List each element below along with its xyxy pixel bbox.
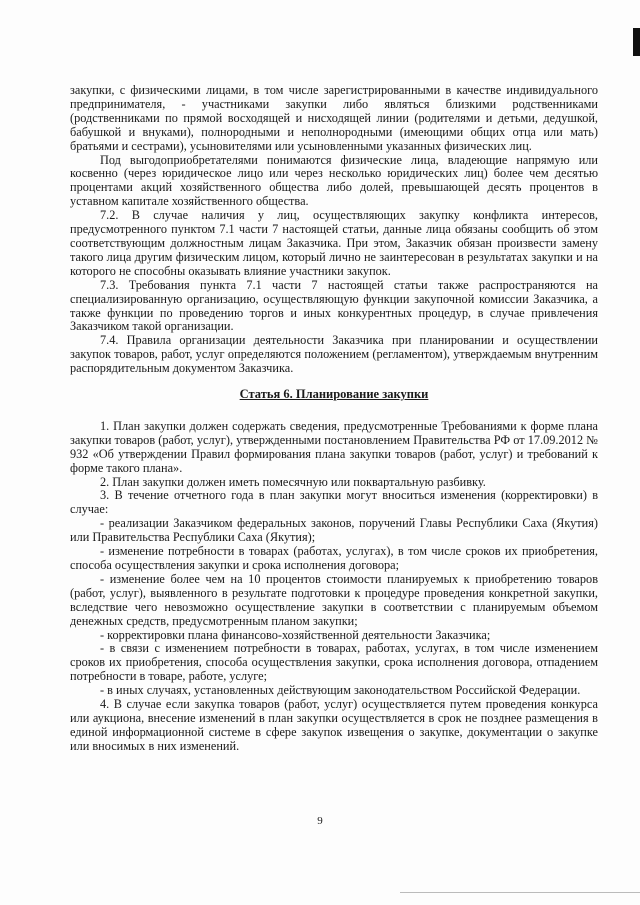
list-item: - изменение потребности в товарах (работах, услугах), в том числе сроков их приобретения, способа осуществления закупки и срока исполнения договора; [70, 544, 598, 572]
document-body [70, 84, 598, 754]
scan-bottom-line [400, 892, 640, 893]
paragraph: 7.3. Требования пункта 7.1 части 7 настоящей статьи также распространяются на специализированную организацию, осуществляющую функции закупочной комиссии Заказчика, а также функции по проведению торгов и иных конкурентных процедур, в случае привлечения Заказчиком такой организации. [70, 277, 598, 334]
paragraph: 4. В случае если закупка товаров (работ, услуг) осуществляется путем проведения конкурса или аукциона, внесение изменений в план закупки осуществляется в срок не позднее размещения в единой информационной системе в сфере закупок извещения о закупке, документации о закупке или вносимых в них изменений. [70, 697, 598, 753]
list-item: - изменение более чем на 10 процентов стоимости планируемых к приобретению товаров (работ, услуг), выявленного в результате подготовки к процедуре проведения конкретной закупки, вследствие чего невозможно осуществление закупки в соответствии с планируемым объемом денежных средств, предусмотренным планом закупки; [70, 571, 598, 628]
list-item: - в иных случаях, установленных действующим законодательством Российской Федерации. [100, 683, 581, 698]
paragraph: 7.4. Правила организации деятельности Заказчика при планировании и осуществлении закупок товаров, работ, услуг определяются положением (регламентом), утверждаемым внутренним распорядительным документом Заказчика. [70, 333, 598, 376]
scan-edge-mark [633, 28, 640, 56]
paragraph: 3. В течение отчетного года в план закупки могут вноситься изменения (корректировки) в случае: [70, 488, 598, 517]
page-number: 9 [317, 815, 323, 827]
list-item: - реализации Заказчиком федеральных законов, поручений Главы Республики Саха (Якутия) или Правительства Республики Саха (Якутия); [70, 516, 598, 545]
section-heading: Статья 6. Планирование закупки [239, 387, 429, 402]
paragraph: 1. План закупки должен содержать сведения, предусмотренные Требованиями к форме плана закупки товаров (работ, услуг), утвержденными постановлением Правительства РФ от 17.09.2012 № 932 «Об утверждении Правил формирования плана закупки товаров (работ, услуг) и требований к форме такого плана». [70, 418, 598, 475]
paragraph: Под выгодоприобретателями понимаются физические лица, владеющие напрямую или косвенно (через юридическое лицо или через несколько юридических лиц) более чем десятью процентами акций хозяйственного общества либо долей, превышающей десять процентов в уставном капитале хозяйственного общества. [70, 152, 598, 209]
paragraph: закупки, с физическими лицами, в том числе зарегистрированными в качестве индивидуального предпринимателя, - участниками закупки либо являться близкими родственниками (родственниками по прямой восходящей и нисходящей линии (родителями и детьми, дедушкой, бабушкой и внуками), полнородными и неполнородными (имеющими общих отца или мать) братьями и сестрами), усыновителями или усыновленными указанных физических лиц. [70, 83, 598, 153]
list-item: - в связи с изменением потребности в товарах, работах, услугах, в том числе изменением сроков их приобретения, способа осуществления закупки, срока исполнения договора, отпадением потребности в товаре, работе, услуге; [70, 641, 598, 684]
list-item: - корректировки плана финансово-хозяйственной деятельности Заказчика; [100, 627, 491, 642]
paragraph: 2. План закупки должен иметь помесячную или поквартальную разбивку. [100, 474, 486, 489]
paragraph: 7.2. В случае наличия у лиц, осуществляющих закупку конфликта интересов, предусмотренного пунктом 7.1 части 7 настоящей статьи, данные лица обязаны сообщить об этом соответствующим должностным лицам Заказчика. При этом, Заказчик обязан произвести замену такого лица другим физическим лицом, который лично не заинтересован в результатах закупки и на которого не способны оказывать влияние участники закупок. [70, 208, 598, 278]
